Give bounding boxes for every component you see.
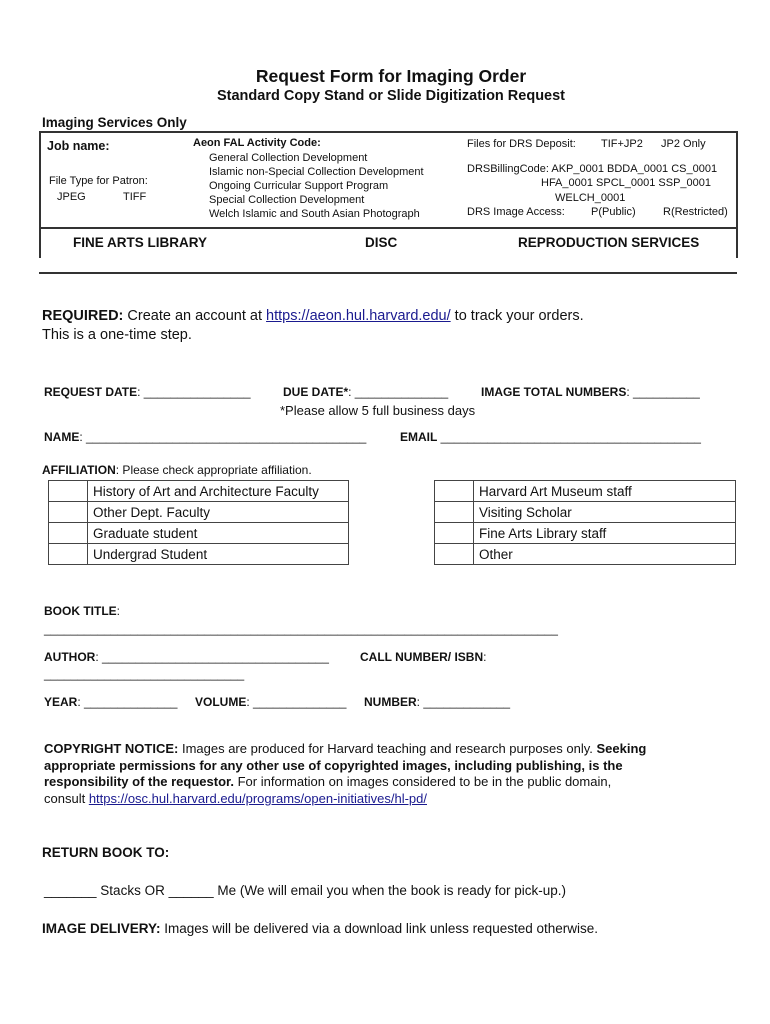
affiliation-table-right <box>434 480 736 565</box>
table-row <box>435 523 736 544</box>
aeon-activity-code-title: Aeon FAL Activity Code: <box>193 137 321 149</box>
affiliation-table-left <box>48 480 349 565</box>
affiliation-checkbox[interactable] <box>435 481 474 502</box>
image-delivery-line: IMAGE DELIVERY: Images will be delivered via a download link unless requested otherwise. <box>42 921 599 936</box>
due-date-field[interactable]: DUE DATE*: ______________ <box>283 385 449 399</box>
aeon-code-option[interactable]: Welch Islamic and South Asian Photograph <box>209 208 420 220</box>
table-row <box>435 481 736 502</box>
number-field[interactable]: NUMBER: _____________ <box>364 695 511 709</box>
drs-access-public[interactable]: P(Public) <box>591 206 636 218</box>
table-row <box>49 544 349 565</box>
drs-deposit-tif-jp2[interactable]: TIF+JP2 <box>601 138 643 150</box>
department-band <box>39 229 738 258</box>
copyright-notice-line2: appropriate permissions for any other use of copyrighted images, including publishing, is the <box>44 758 623 773</box>
table-row <box>435 544 736 565</box>
drs-image-access-label: DRS Image Access: <box>467 206 565 218</box>
reproduction-services-label: REPRODUCTION SERVICES <box>518 235 700 250</box>
affiliation-label: History of Art and Architecture Faculty <box>88 481 349 502</box>
request-date-field[interactable]: REQUEST DATE: ________________ <box>44 385 251 399</box>
affiliation-checkbox[interactable] <box>435 523 474 544</box>
volume-field[interactable]: VOLUME: ______________ <box>195 695 347 709</box>
book-title-label: BOOK TITLE: <box>44 604 121 618</box>
affiliation-checkbox[interactable] <box>435 502 474 523</box>
affiliation-label: Other <box>474 544 736 565</box>
book-title-blank[interactable]: _____________________________________________________________________________ <box>44 622 558 636</box>
table-row <box>435 502 736 523</box>
name-field[interactable]: NAME: __________________________________________ <box>44 430 367 444</box>
return-book-label: RETURN BOOK TO: <box>42 845 170 860</box>
year-field[interactable]: YEAR: ______________ <box>44 695 178 709</box>
copyright-notice-line1: COPYRIGHT NOTICE: Images are produced for Harvard teaching and research purposes only. Seeking <box>44 741 647 756</box>
aeon-code-option[interactable]: Islamic non-Special Collection Development <box>209 166 424 178</box>
affiliation-label: Graduate student <box>88 523 349 544</box>
drs-billing-code-line1: DRSBillingCode: AKP_0001 BDDA_0001 CS_0001 <box>467 163 718 175</box>
email-field[interactable]: EMAIL _______________________________________ <box>400 430 701 444</box>
drs-access-restricted[interactable]: R(Restricted) <box>663 206 728 218</box>
required-label: REQUIRED: <box>42 308 124 324</box>
image-delivery-label: IMAGE DELIVERY: <box>42 921 161 936</box>
affiliation-label: Fine Arts Library staff <box>474 523 736 544</box>
affiliation-label: Undergrad Student <box>88 544 349 565</box>
file-type-jpeg[interactable]: JPEG <box>57 191 86 203</box>
table-row <box>49 481 349 502</box>
affiliation-checkbox[interactable] <box>49 502 88 523</box>
aeon-code-option[interactable]: General Collection Development <box>209 152 368 164</box>
return-book-options[interactable]: _______ Stacks OR ______ Me (We will email you when the book is ready for pick-up.) <box>44 883 567 898</box>
author-field[interactable]: AUTHOR: __________________________________ <box>44 650 329 664</box>
table-row <box>49 523 349 544</box>
public-domain-link[interactable]: https://osc.hul.harvard.edu/programs/open-initiatives/hl-pd/ <box>88 791 427 806</box>
affiliation-checkbox[interactable] <box>49 523 88 544</box>
required-notice-line2: This is a one-time step. <box>42 327 192 343</box>
disc-label: DISC <box>365 235 398 250</box>
image-total-numbers-field[interactable]: IMAGE TOTAL NUMBERS: __________ <box>481 385 700 399</box>
required-notice: REQUIRED: Create an account at https://aeon.hul.harvard.edu/ to track your orders. <box>42 308 584 324</box>
affiliation-checkbox[interactable] <box>49 544 88 565</box>
copyright-notice-line4: consult https://osc.hul.harvard.edu/programs/open-initiatives/hl-pd/ <box>44 791 427 806</box>
copyright-notice-line3: responsibility of the requestor. For information on images considered to be in the public domain, <box>44 774 612 789</box>
form-title: Request Form for Imaging Order <box>255 66 527 86</box>
call-number-isbn-label: CALL NUMBER/ ISBN: <box>360 650 487 664</box>
file-type-label: File Type for Patron: <box>49 175 148 187</box>
drs-deposit-jp2-only[interactable]: JP2 Only <box>661 138 706 150</box>
services-only-label: Imaging Services Only <box>42 115 187 130</box>
affiliation-checkbox[interactable] <box>435 544 474 565</box>
copyright-label: COPYRIGHT NOTICE: <box>44 741 179 756</box>
aeon-link[interactable]: https://aeon.hul.harvard.edu/ <box>266 308 451 324</box>
drs-billing-code-line3: WELCH_0001 <box>555 192 626 204</box>
affiliation-label: Harvard Art Museum staff <box>474 481 736 502</box>
affiliation-label: Visiting Scholar <box>474 502 736 523</box>
imaging-services-box <box>39 131 738 229</box>
affiliation-checkbox[interactable] <box>49 481 88 502</box>
table-row <box>49 502 349 523</box>
fine-arts-library-label: FINE ARTS LIBRARY <box>73 235 207 250</box>
due-date-note: *Please allow 5 full business days <box>280 403 476 418</box>
call-number-isbn-blank[interactable]: ______________________________ <box>44 667 245 681</box>
aeon-code-option[interactable]: Special Collection Development <box>209 194 365 206</box>
section-divider <box>39 272 737 274</box>
form-subtitle: Standard Copy Stand or Slide Digitization Request <box>216 88 566 104</box>
affiliation-label: Other Dept. Faculty <box>88 502 349 523</box>
affiliation-heading: AFFILIATION: Please check appropriate affiliation. <box>42 463 312 477</box>
drs-deposit-label: Files for DRS Deposit: <box>467 138 576 150</box>
drs-billing-code-line2: HFA_0001 SPCL_0001 SSP_0001 <box>541 177 712 189</box>
file-type-tiff[interactable]: TIFF <box>123 191 147 203</box>
job-name-label: Job name: <box>47 139 110 153</box>
aeon-code-option[interactable]: Ongoing Curricular Support Program <box>209 180 389 192</box>
